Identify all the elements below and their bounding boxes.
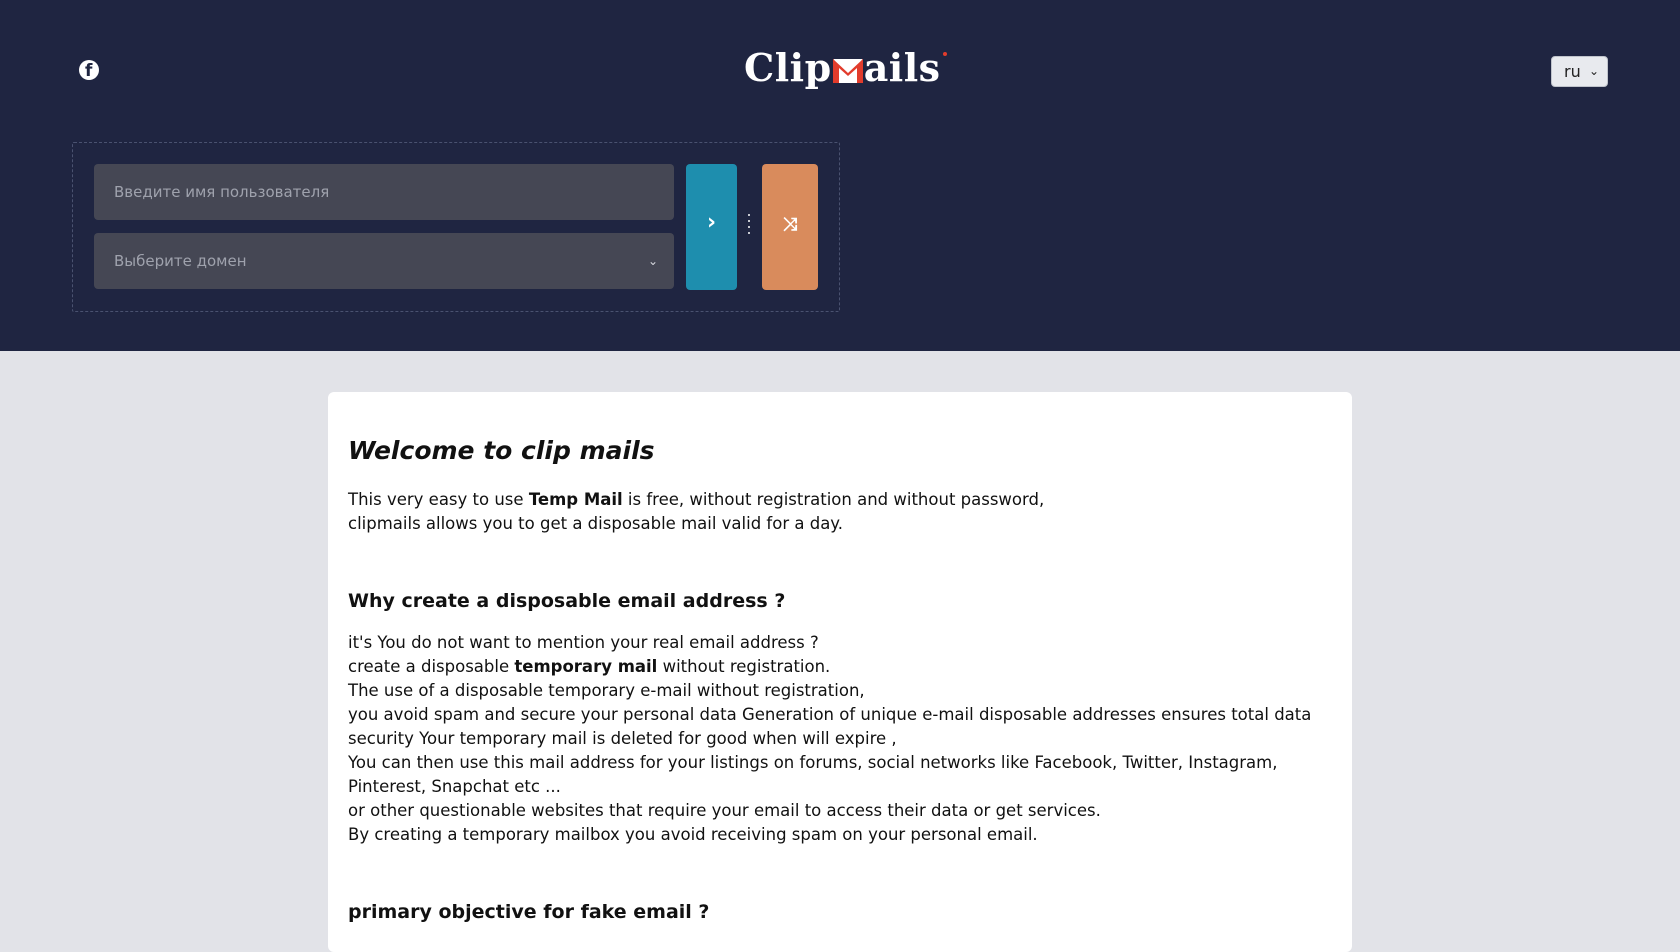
logo-text-left: Clip — [744, 45, 832, 90]
why-line-5: You can then use this mail address for your listings on forums, social networks like Facebook, Twitter, Instagram, Pinterest, Snapchat etc ... — [348, 753, 1278, 796]
language-select[interactable] — [1551, 56, 1608, 87]
username-placeholder: Введите имя пользователя — [114, 183, 330, 201]
section-heading-why: Why create a disposable email address ? — [348, 590, 786, 612]
shuffle-icon: ⤨ — [782, 214, 798, 235]
separator-dots — [747, 214, 751, 240]
submit-button[interactable] — [686, 164, 737, 290]
content-body — [348, 426, 1328, 934]
section-why-body — [348, 631, 1328, 847]
why-line-6: or other questionable websites that require your email to access their data or get services. — [348, 801, 1101, 820]
temporary-mail-bold: temporary mail — [514, 657, 658, 676]
chevron-down-icon: ⌄ — [647, 254, 658, 268]
why-line-7: By creating a temporary mailbox you avoid receiving spam on your personal email. — [348, 825, 1038, 844]
chevron-down-icon: ⌄ — [1588, 64, 1599, 78]
domain-select[interactable] — [94, 233, 674, 289]
why-line-1: it's You do not want to mention your real email address ? — [348, 633, 819, 652]
facebook-glyph: f — [85, 61, 93, 81]
why-line-3: The use of a disposable temporary e-mail without registration, — [348, 681, 865, 700]
logo-text-right: ails — [863, 45, 941, 90]
intro-line-2: clipmails allows you to get a disposable mail valid for a day. — [348, 514, 843, 533]
why-line-2: create a disposable temporary mail without registration. — [348, 657, 831, 676]
username-input[interactable] — [94, 164, 674, 220]
facebook-icon[interactable] — [79, 60, 99, 80]
domain-placeholder: Выберите домен — [114, 252, 247, 270]
site-header — [0, 0, 1680, 351]
logo-accent-dot — [943, 52, 947, 56]
site-logo[interactable] — [744, 44, 941, 92]
section-heading-objective: primary objective for fake email ? — [348, 901, 710, 923]
temp-mail-bold: Temp Mail — [528, 490, 623, 509]
intro-line-1: This very easy to use Temp Mail is free, without registration and without password, — [348, 490, 1045, 509]
chevron-right-icon: › — [706, 210, 717, 235]
random-button[interactable] — [762, 164, 818, 290]
page-title: Welcome to clip mails — [348, 436, 655, 465]
language-selected: ru — [1564, 62, 1581, 81]
why-line-4: you avoid spam and secure your personal data Generation of unique e-mail disposable addresses ensures total data security Your temporary mail is deleted for good when will expire , — [348, 705, 1312, 748]
envelope-icon — [833, 59, 863, 83]
